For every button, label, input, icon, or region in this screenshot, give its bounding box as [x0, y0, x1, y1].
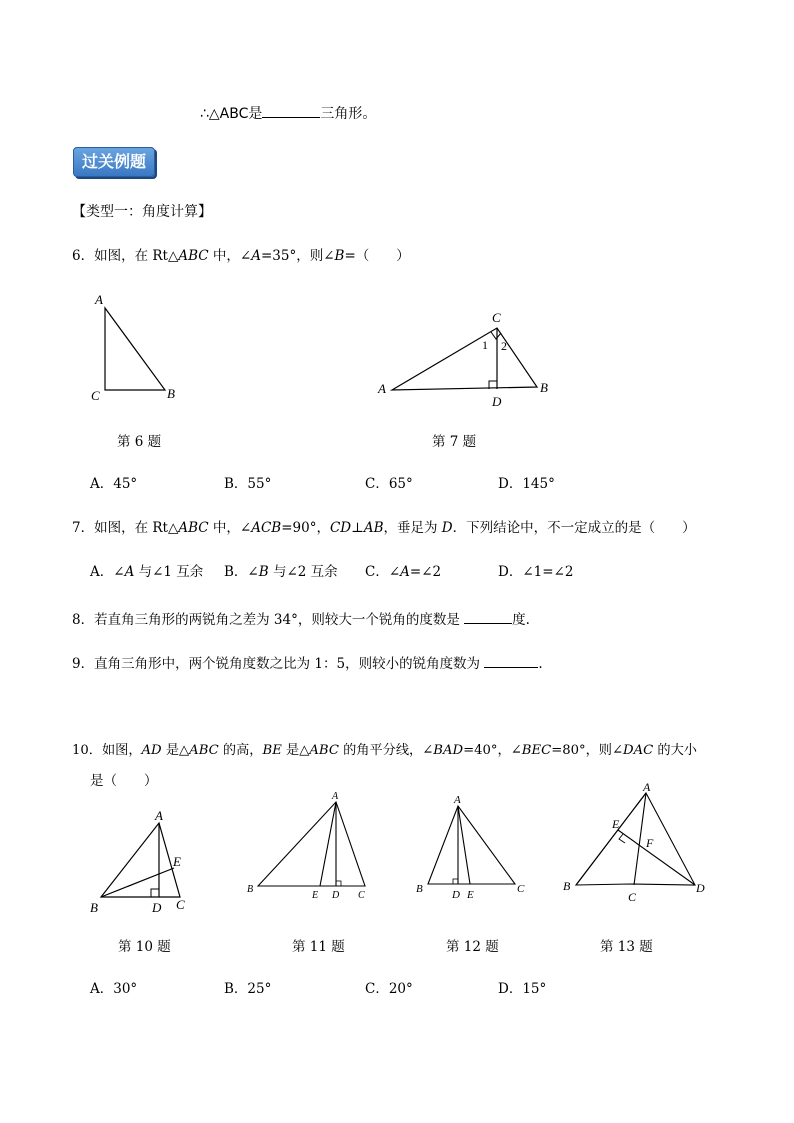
q7-choice-c[interactable]: [365, 563, 441, 581]
q7-text: 中，∠: [208, 520, 252, 536]
figure-13: [560, 778, 710, 908]
fig7-caption: 第 7 题: [432, 434, 477, 450]
q6-choice-c[interactable]: [365, 475, 413, 493]
fig7-label-b: B: [540, 380, 548, 395]
section-badge: 过关例题: [73, 147, 155, 177]
q8-end: 度.: [512, 612, 530, 628]
question-number: 7．: [72, 520, 95, 536]
q6-choice-a[interactable]: [90, 475, 137, 493]
figure-7: [370, 305, 560, 410]
choice-label: C．: [365, 564, 389, 580]
q9-end: .: [538, 656, 543, 672]
fig6-label-b: B: [167, 386, 175, 401]
figure-10: [85, 805, 195, 915]
fig12-label-e: E: [467, 889, 474, 901]
choice-text: =∠2: [409, 564, 442, 580]
choice-text: 20°: [388, 981, 413, 997]
choice-label: D．: [498, 564, 523, 580]
fig10-label-b: B: [90, 900, 98, 915]
choice-text: 与∠1 互余: [134, 564, 204, 580]
choice-text: 15°: [522, 981, 547, 997]
fig11-label-a: A: [332, 791, 339, 802]
fig13-segment-ed: [618, 830, 695, 885]
fig11-label-b: B: [247, 884, 254, 895]
choice-label: A．: [90, 564, 114, 580]
question-number: 9．: [72, 656, 95, 672]
fig10-label-e: E: [173, 854, 181, 869]
q10-var: ABC: [309, 743, 339, 758]
intro-blank[interactable]: [262, 103, 320, 118]
q10-choice-b[interactable]: [224, 980, 271, 998]
q7-var: ACB: [251, 520, 282, 536]
fig11-label-e: E: [312, 890, 319, 901]
choice-var: A: [124, 564, 135, 580]
q10-choice-a[interactable]: [90, 980, 137, 998]
choice-text: 25°: [247, 981, 272, 997]
fig10-caption: 第 10 题: [118, 939, 171, 955]
question-9: [72, 653, 543, 673]
fig12-segment-ae: [458, 806, 470, 884]
q6-var: B: [334, 248, 345, 264]
choice-text: 65°: [388, 476, 413, 492]
q6-choice-b[interactable]: [224, 475, 271, 493]
intro-prefix: ∴△ABC是: [200, 106, 263, 122]
q6-text: =（ ）: [344, 248, 410, 264]
fig10-label-a: A: [155, 808, 163, 823]
question-number: 6．: [72, 248, 95, 264]
fig10-label-d: D: [152, 900, 162, 915]
fig12-label-a: A: [454, 794, 461, 806]
choice-label: C．: [365, 981, 389, 997]
fig10-triangle: [101, 823, 180, 897]
q6-text: =35°，则∠: [260, 248, 335, 264]
choice-label: B．: [224, 981, 248, 997]
fig7-right-angle-c: [491, 332, 501, 339]
q7-choice-a[interactable]: [90, 563, 203, 581]
fig10-label-c: C: [176, 897, 185, 912]
fig10-right-angle-mark: [151, 889, 159, 897]
choice-text: 30°: [113, 981, 138, 997]
choice-label: D．: [498, 476, 523, 492]
question-number: 8．: [72, 612, 95, 628]
q8-text: 若直角三角形的两锐角之差为 34°，则较大一个锐角的度数是: [94, 612, 465, 628]
category-heading: 【类型一：角度计算】: [72, 204, 212, 220]
fig13-label-b: B: [563, 879, 571, 893]
q7-text: =90°，: [281, 520, 330, 536]
q7-text: ⊥: [351, 520, 364, 536]
q7-text: ，垂足为: [383, 520, 442, 536]
choice-text: ∠: [388, 564, 401, 580]
fig11-label-c: C: [358, 890, 365, 901]
choice-text: 45°: [113, 476, 138, 492]
q10-text: 如图，: [101, 743, 142, 758]
choice-text: ∠: [247, 564, 259, 580]
choice-var: B: [258, 564, 269, 580]
fig7-label-a: A: [378, 381, 386, 396]
intro-suffix: 三角形。: [320, 106, 377, 122]
q7-var: AB: [363, 520, 384, 536]
fig13-label-d: D: [696, 881, 705, 895]
fig11-right-angle-mark: [336, 881, 341, 886]
figure-12: [410, 790, 535, 905]
fig13-label-c: C: [628, 890, 637, 904]
intro-line: [200, 103, 376, 123]
question-7: [72, 519, 696, 537]
q10-var: AD: [141, 743, 162, 758]
q9-blank[interactable]: [484, 653, 538, 668]
q10-var: BEC: [521, 743, 552, 758]
q10-text: =80°，则∠: [551, 743, 624, 758]
fig7-label-c: C: [492, 310, 501, 325]
fig6-triangle: [105, 308, 165, 390]
q6-choice-d[interactable]: [498, 475, 555, 493]
fig6-caption: 第 6 题: [117, 434, 162, 450]
choice-label: A．: [90, 476, 114, 492]
fig6-label-a: A: [95, 292, 103, 307]
choice-text: 55°: [247, 476, 272, 492]
choice-text: ∠: [113, 564, 125, 580]
q10-text: 的角平分线，∠: [338, 743, 434, 758]
q7-var: CD: [329, 520, 352, 536]
question-6: [72, 247, 410, 265]
q6-text: 如图，在 Rt△: [94, 248, 179, 264]
fig11-triangle: [258, 802, 365, 886]
q6-var: ABC: [178, 248, 209, 264]
fig7-label-d: D: [492, 394, 502, 409]
choice-label: C．: [365, 476, 389, 492]
choice-label: B．: [224, 564, 248, 580]
q9-text: 直角三角形中，两个锐角度数之比为 1：5，则较小的锐角度数为: [94, 656, 485, 672]
q10-text: 的高，: [218, 743, 263, 758]
choice-label: B．: [224, 476, 248, 492]
q7-choice-b[interactable]: [224, 563, 338, 581]
choice-text: ∠1=∠2: [522, 564, 574, 580]
question-number: 10．: [72, 743, 102, 758]
fig13-label-e: E: [612, 817, 620, 831]
q8-blank[interactable]: [464, 609, 512, 624]
q10-choice-d[interactable]: [498, 980, 546, 998]
fig7-triangle: [392, 328, 537, 390]
question-8: [72, 609, 530, 629]
fig7-label-1: 1: [482, 338, 488, 352]
figure-11: [240, 788, 380, 903]
fig12-triangle: [428, 806, 515, 884]
q10-var: ABC: [189, 743, 219, 758]
fig7-label-2: 2: [501, 339, 507, 353]
fig11-label-d: D: [332, 890, 340, 901]
figure-6: [85, 290, 195, 410]
q7-text: ．下列结论中，不一定成立的是（ ）: [452, 520, 696, 536]
fig12-label-d: D: [452, 889, 460, 901]
fig13-caption: 第 13 题: [600, 939, 653, 955]
q10-text: =40°，∠: [463, 743, 522, 758]
fig12-label-c: C: [517, 883, 525, 895]
fig12-caption: 第 12 题: [446, 939, 499, 955]
q10-var: DAC: [623, 743, 654, 758]
fig13-label-a: A: [643, 780, 651, 794]
q6-text: 中，∠: [208, 248, 252, 264]
choice-label: D．: [498, 981, 523, 997]
q7-var: ABC: [178, 520, 209, 536]
q6-var: A: [251, 248, 261, 264]
fig11-segment-ae: [320, 802, 336, 886]
fig12-label-b: B: [416, 883, 423, 895]
q7-var: D: [441, 520, 453, 536]
fig12-right-angle-mark: [453, 879, 458, 884]
q10-var: BAD: [433, 743, 464, 758]
fig11-caption: 第 11 题: [292, 939, 345, 955]
q10-text: 的大小: [653, 743, 697, 758]
q7-text: 如图，在 Rt△: [94, 520, 179, 536]
q10-text: 是△: [281, 743, 310, 758]
q10-var: BE: [262, 743, 282, 758]
question-10: [72, 742, 697, 760]
q7-choice-d[interactable]: [498, 563, 573, 581]
fig6-label-c: C: [91, 388, 100, 403]
choice-label: A．: [90, 981, 114, 997]
fig13-label-f: F: [646, 836, 654, 850]
question-10-line2: 是（ ）: [90, 773, 158, 789]
choice-text: 与∠2 互余: [268, 564, 338, 580]
q10-text: 是△: [161, 743, 190, 758]
choice-text: 145°: [522, 476, 555, 492]
fig13-right-angle-mark: [619, 834, 625, 843]
choice-var: A: [400, 564, 410, 580]
q10-choice-c[interactable]: [365, 980, 413, 998]
